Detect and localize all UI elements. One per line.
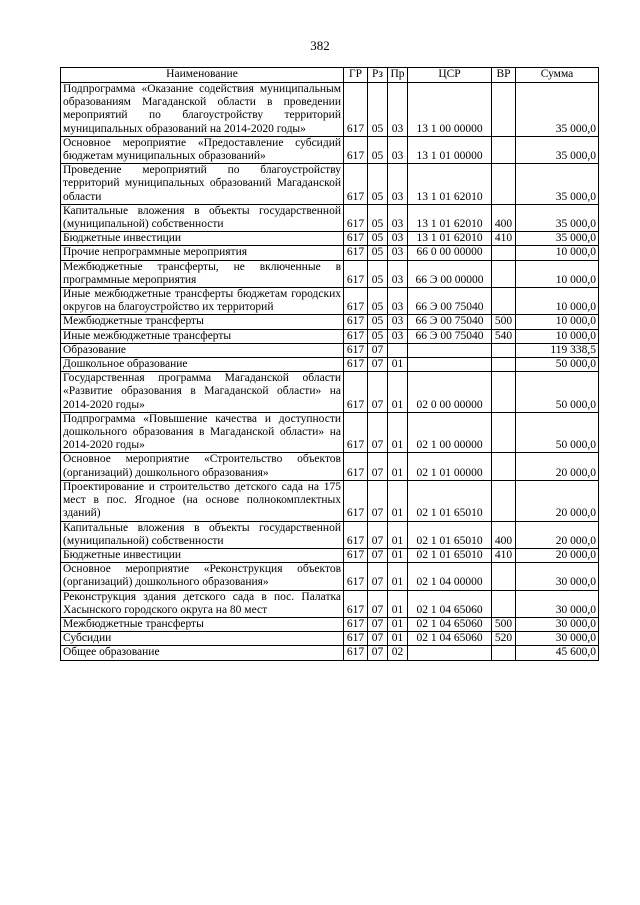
cell-sum: 10 000,0 (516, 329, 599, 343)
budget-table (60, 67, 599, 661)
cell-sum: 35 000,0 (516, 204, 599, 231)
cell-gr: 617 (344, 617, 368, 631)
cell-csr: 66 Э 00 75040 (408, 329, 492, 343)
cell-gr: 617 (344, 164, 368, 205)
table-row (61, 453, 599, 480)
cell-vr (492, 260, 516, 287)
cell-csr: 02 1 01 65010 (408, 480, 492, 521)
cell-name: Дошкольное образование (61, 358, 344, 372)
cell-gr: 617 (344, 521, 368, 548)
header-name: Наименование (61, 68, 344, 83)
table-row (61, 343, 599, 357)
cell-pr: 01 (388, 372, 408, 413)
header-rz: Рз (368, 68, 388, 83)
cell-sum: 10 000,0 (516, 260, 599, 287)
table-row (61, 260, 599, 287)
cell-gr: 617 (344, 329, 368, 343)
cell-rz: 07 (368, 412, 388, 453)
cell-csr: 66 0 00 00000 (408, 246, 492, 260)
cell-name: Основное мероприятие «Предоставление субсидий бюджетам муниципальных образований» (61, 136, 344, 163)
cell-pr: 03 (388, 246, 408, 260)
cell-name: Иные межбюджетные трансферты бюджетам городских округов на благоустройство их территорий (61, 288, 344, 315)
table-row (61, 329, 599, 343)
cell-name: Подпрограмма «Оказание содействия муниципальным образованиям Магаданской области в проведении мероприятий по благоустройству территорий муниципальных образований на 2014-2020 годы» (61, 83, 344, 137)
cell-name: Иные межбюджетные трансферты (61, 329, 344, 343)
cell-gr: 617 (344, 83, 368, 137)
cell-pr: 03 (388, 232, 408, 246)
cell-name: Проведение мероприятий по благоустройству территорий муниципальных образований Магаданской области (61, 164, 344, 205)
cell-gr: 617 (344, 260, 368, 287)
cell-gr: 617 (344, 548, 368, 562)
cell-rz: 05 (368, 136, 388, 163)
cell-name: Основное мероприятие «Строительство объектов (организаций) дошкольного образования» (61, 453, 344, 480)
cell-pr (388, 343, 408, 357)
cell-name: Государственная программа Магаданской области «Развитие образования в Магаданской области» на 2014-2020 годы» (61, 372, 344, 413)
cell-csr: 66 Э 00 00000 (408, 260, 492, 287)
cell-sum: 20 000,0 (516, 480, 599, 521)
cell-pr: 01 (388, 563, 408, 590)
table-header-row (61, 68, 599, 83)
cell-csr: 13 1 01 00000 (408, 136, 492, 163)
cell-gr: 617 (344, 590, 368, 617)
cell-csr: 66 Э 00 75040 (408, 315, 492, 329)
cell-gr: 617 (344, 372, 368, 413)
cell-vr: 400 (492, 521, 516, 548)
table-row (61, 563, 599, 590)
cell-pr: 03 (388, 315, 408, 329)
table-row (61, 548, 599, 562)
cell-name: Проектирование и строительство детского сада на 175 мест в пос. Ягодное (на основе полнокомплектных зданий) (61, 480, 344, 521)
cell-csr (408, 343, 492, 357)
cell-rz: 07 (368, 521, 388, 548)
cell-pr: 01 (388, 521, 408, 548)
cell-vr: 540 (492, 329, 516, 343)
cell-name: Межбюджетные трансферты, не включенные в программные мероприятия (61, 260, 344, 287)
cell-rz: 07 (368, 548, 388, 562)
cell-vr (492, 343, 516, 357)
table-row (61, 480, 599, 521)
cell-sum: 35 000,0 (516, 83, 599, 137)
cell-vr: 410 (492, 232, 516, 246)
cell-rz: 05 (368, 232, 388, 246)
cell-sum: 45 600,0 (516, 646, 599, 660)
cell-rz: 07 (368, 617, 388, 631)
table-row (61, 83, 599, 137)
cell-rz: 05 (368, 246, 388, 260)
cell-gr: 617 (344, 563, 368, 590)
cell-sum: 10 000,0 (516, 288, 599, 315)
table-row (61, 412, 599, 453)
cell-csr: 13 1 00 00000 (408, 83, 492, 137)
cell-csr: 02 1 01 65010 (408, 548, 492, 562)
cell-sum: 35 000,0 (516, 136, 599, 163)
cell-rz: 05 (368, 329, 388, 343)
cell-sum: 30 000,0 (516, 563, 599, 590)
cell-sum: 30 000,0 (516, 590, 599, 617)
cell-sum: 35 000,0 (516, 164, 599, 205)
table-row (61, 164, 599, 205)
cell-csr (408, 646, 492, 660)
cell-vr: 400 (492, 204, 516, 231)
cell-rz: 05 (368, 164, 388, 205)
cell-rz: 07 (368, 372, 388, 413)
cell-name: Межбюджетные трансферты (61, 617, 344, 631)
cell-rz: 07 (368, 480, 388, 521)
cell-vr: 410 (492, 548, 516, 562)
cell-rz: 05 (368, 83, 388, 137)
table-row (61, 646, 599, 660)
cell-pr: 01 (388, 617, 408, 631)
cell-sum: 35 000,0 (516, 232, 599, 246)
cell-name: Капитальные вложения в объекты государственной (муниципальной) собственности (61, 204, 344, 231)
cell-vr (492, 590, 516, 617)
cell-rz: 07 (368, 453, 388, 480)
cell-vr (492, 358, 516, 372)
cell-csr: 66 Э 00 75040 (408, 288, 492, 315)
page-number: 382 (310, 38, 330, 53)
cell-vr (492, 83, 516, 137)
cell-vr (492, 136, 516, 163)
table-row (61, 288, 599, 315)
cell-gr: 617 (344, 412, 368, 453)
cell-rz: 07 (368, 590, 388, 617)
cell-name: Прочие непрограммные мероприятия (61, 246, 344, 260)
cell-vr: 500 (492, 617, 516, 631)
cell-sum: 119 338,5 (516, 343, 599, 357)
cell-name: Бюджетные инвестиции (61, 548, 344, 562)
cell-pr: 01 (388, 412, 408, 453)
cell-vr (492, 646, 516, 660)
table-row (61, 204, 599, 231)
header-vr: ВР (492, 68, 516, 83)
cell-csr: 13 1 01 62010 (408, 204, 492, 231)
cell-gr: 617 (344, 480, 368, 521)
header-csr: ЦСР (408, 68, 492, 83)
table-row (61, 136, 599, 163)
cell-gr: 617 (344, 246, 368, 260)
cell-rz: 05 (368, 260, 388, 287)
cell-vr (492, 246, 516, 260)
cell-csr: 02 1 01 00000 (408, 453, 492, 480)
cell-csr: 02 1 01 65010 (408, 521, 492, 548)
cell-name: Реконструкция здания детского сада в пос. Палатка Хасынского городского округа на 80 мест (61, 590, 344, 617)
cell-csr: 02 1 04 65060 (408, 590, 492, 617)
cell-pr: 01 (388, 453, 408, 480)
cell-sum: 30 000,0 (516, 617, 599, 631)
cell-csr: 13 1 01 62010 (408, 232, 492, 246)
cell-sum: 30 000,0 (516, 632, 599, 646)
cell-name: Межбюджетные трансферты (61, 315, 344, 329)
cell-vr (492, 164, 516, 205)
cell-name: Подпрограмма «Повышение качества и доступности дошкольного образования в Магаданской области» на 2014-2020 годы» (61, 412, 344, 453)
cell-pr: 03 (388, 260, 408, 287)
cell-csr: 02 1 04 65060 (408, 632, 492, 646)
cell-pr: 03 (388, 204, 408, 231)
cell-csr: 13 1 01 62010 (408, 164, 492, 205)
cell-sum: 50 000,0 (516, 372, 599, 413)
cell-pr: 02 (388, 646, 408, 660)
cell-rz: 05 (368, 315, 388, 329)
cell-rz: 05 (368, 204, 388, 231)
cell-name: Бюджетные инвестиции (61, 232, 344, 246)
cell-pr: 03 (388, 136, 408, 163)
cell-vr (492, 372, 516, 413)
cell-sum: 10 000,0 (516, 315, 599, 329)
cell-csr: 02 1 04 00000 (408, 563, 492, 590)
table-row (61, 246, 599, 260)
cell-pr: 01 (388, 590, 408, 617)
cell-name: Капитальные вложения в объекты государственной (муниципальной) собственности (61, 521, 344, 548)
cell-rz: 05 (368, 288, 388, 315)
cell-csr: 02 1 00 00000 (408, 412, 492, 453)
cell-pr: 01 (388, 548, 408, 562)
cell-csr: 02 1 04 65060 (408, 617, 492, 631)
cell-sum: 20 000,0 (516, 521, 599, 548)
cell-rz: 07 (368, 646, 388, 660)
table-row (61, 590, 599, 617)
table-row (61, 315, 599, 329)
cell-csr: 02 0 00 00000 (408, 372, 492, 413)
cell-pr: 01 (388, 358, 408, 372)
cell-gr: 617 (344, 204, 368, 231)
cell-csr (408, 358, 492, 372)
cell-gr: 617 (344, 646, 368, 660)
cell-sum: 50 000,0 (516, 358, 599, 372)
header-pr: Пр (388, 68, 408, 83)
cell-vr (492, 480, 516, 521)
cell-rz: 07 (368, 343, 388, 357)
cell-gr: 617 (344, 232, 368, 246)
cell-sum: 20 000,0 (516, 453, 599, 480)
table-row (61, 521, 599, 548)
cell-vr: 520 (492, 632, 516, 646)
table-row (61, 358, 599, 372)
cell-sum: 10 000,0 (516, 246, 599, 260)
cell-gr: 617 (344, 343, 368, 357)
cell-name: Субсидии (61, 632, 344, 646)
table-row (61, 232, 599, 246)
cell-name: Основное мероприятие «Реконструкция объектов (организаций) дошкольного образования» (61, 563, 344, 590)
cell-gr: 617 (344, 632, 368, 646)
cell-gr: 617 (344, 315, 368, 329)
cell-rz: 07 (368, 563, 388, 590)
cell-pr: 01 (388, 480, 408, 521)
header-gr: ГР (344, 68, 368, 83)
cell-name: Образование (61, 343, 344, 357)
cell-gr: 617 (344, 453, 368, 480)
cell-pr: 03 (388, 164, 408, 205)
cell-vr: 500 (492, 315, 516, 329)
cell-pr: 03 (388, 329, 408, 343)
table-row (61, 617, 599, 631)
cell-vr (492, 453, 516, 480)
cell-vr (492, 563, 516, 590)
cell-rz: 07 (368, 358, 388, 372)
cell-name: Общее образование (61, 646, 344, 660)
table-row (61, 372, 599, 413)
cell-gr: 617 (344, 136, 368, 163)
header-sum: Сумма (516, 68, 599, 83)
cell-pr: 03 (388, 83, 408, 137)
cell-gr: 617 (344, 288, 368, 315)
cell-pr: 03 (388, 288, 408, 315)
cell-sum: 50 000,0 (516, 412, 599, 453)
cell-rz: 07 (368, 632, 388, 646)
cell-gr: 617 (344, 358, 368, 372)
cell-vr (492, 288, 516, 315)
cell-vr (492, 412, 516, 453)
cell-pr: 01 (388, 632, 408, 646)
cell-sum: 20 000,0 (516, 548, 599, 562)
table-row (61, 632, 599, 646)
